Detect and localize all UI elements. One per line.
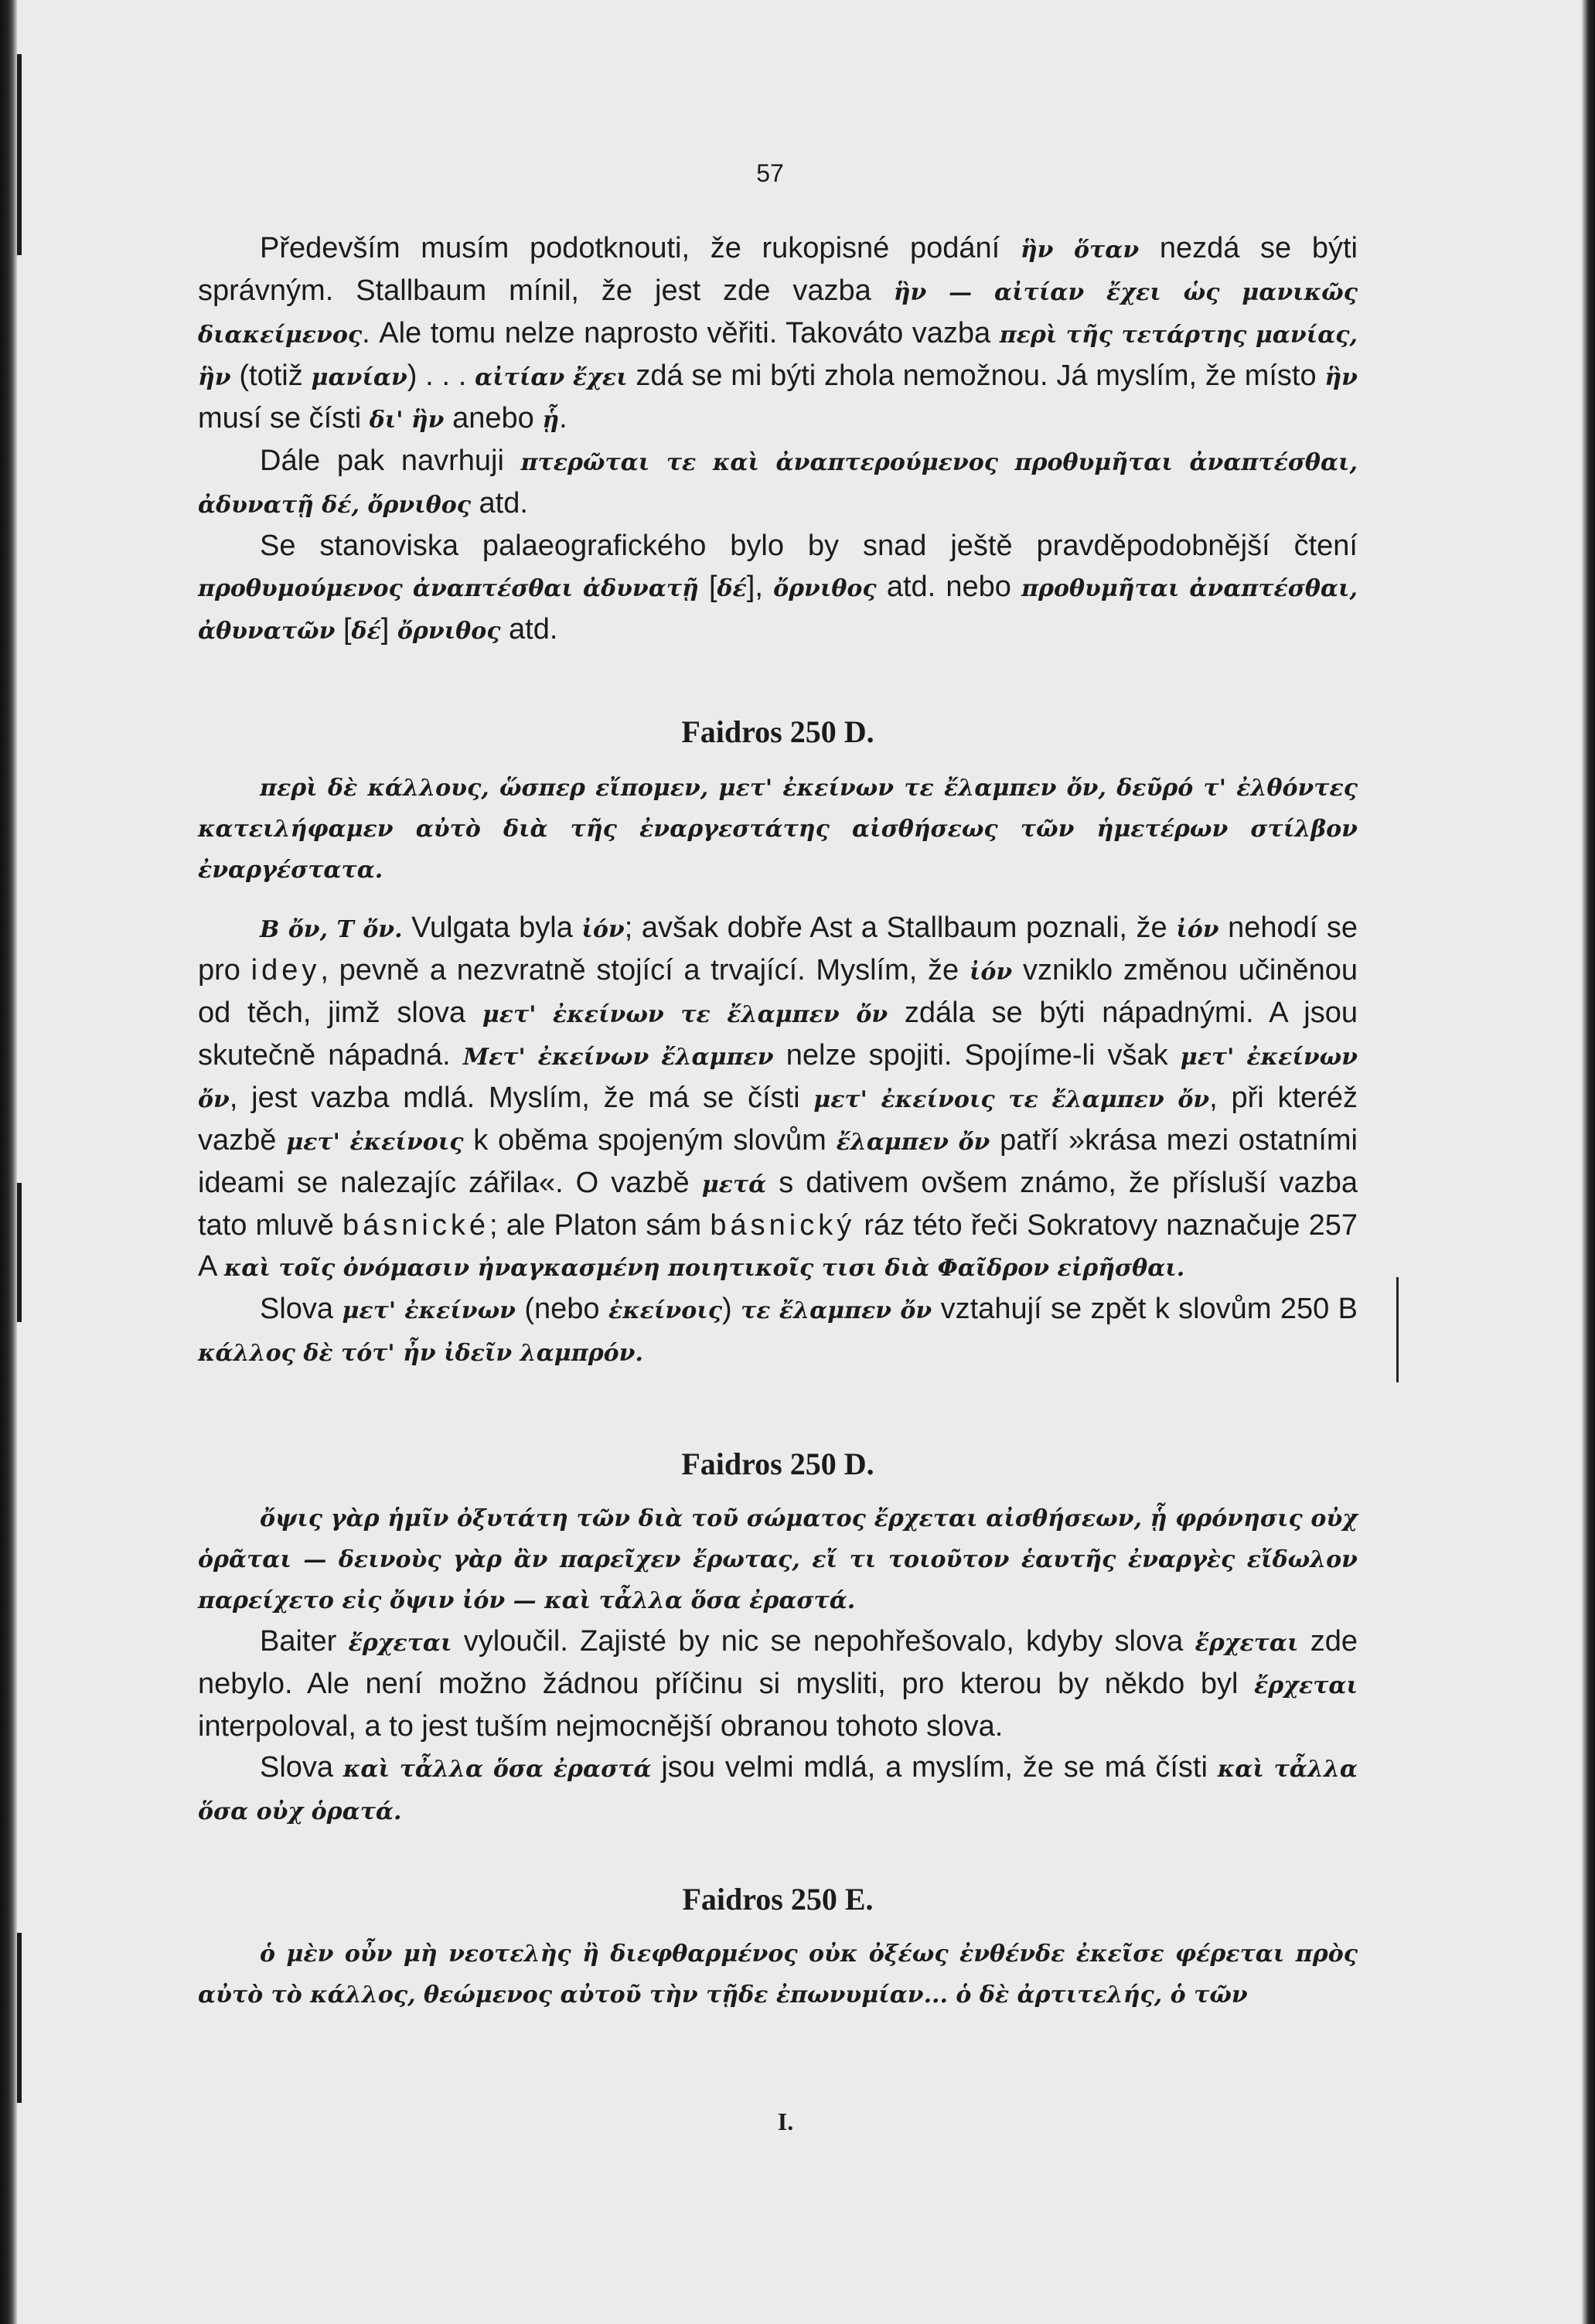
text-run: ; ale Platon sám [489, 1209, 711, 1242]
text-run: Především musím podotknouti, že rukopisné podání [260, 232, 1021, 264]
paragraph [198, 1621, 1358, 1747]
text-run: s dativem ovšem známo, že přísluší vazba tato mluvě [198, 1167, 1358, 1242]
text-run: k oběma spojeným slovům [463, 1124, 837, 1157]
greek-text: ἣν [1324, 364, 1358, 391]
text-run: atd. [500, 613, 558, 646]
greek-text: καὶ τοῖς ὀνόμασιν ἠναγκασμένη ποιητικοῖς τισι διὰ Φαῖδρον εἰρῆσθαι. [223, 1255, 1185, 1282]
greek-text: ἔρχεται [348, 1630, 452, 1657]
greek-text: ᾗ [542, 407, 560, 434]
text-run: atd. nebo [876, 571, 1022, 603]
greek-text: ἔρχεται [1195, 1630, 1299, 1657]
greek-quote: ὁ μὲν οὖν μὴ νεοτελὴς ἢ διεφθαρμένος οὐκ ὀξέως ἐνθένδε ἐκεῖσε φέρεται πρὸς αὐτὸ τὸ κάλλος, θεώμενος αὐτοῦ τὴν τῇδε ἐπωνυμίαν... ὁ δὲ ἀρτιτελής, ὁ τῶν [198, 1941, 1358, 2009]
page-number: 57 [756, 159, 784, 187]
text-run: [ [698, 571, 717, 603]
text-run: patří »krása mezi ostatními ideami se nalezajíc zářila«. O vazbě [198, 1124, 1358, 1199]
signature-mark: I. [777, 2108, 794, 2135]
text-run: zdála se býti nápadnými. A jsou skutečně nápadná. [198, 997, 1358, 1072]
greek-text: μανίαν [311, 364, 407, 391]
greek-text: τε ἔλαμπεν ὄν [741, 1297, 932, 1324]
text-run: ) [722, 1293, 741, 1325]
text-run: Slova [260, 1751, 343, 1784]
text-run: (totiž [230, 360, 312, 392]
section-heading: Faidros 250 D. [681, 714, 874, 749]
page-body [198, 228, 1358, 2016]
greek-text: καὶ τἆλλα ὅσα οὐχ ὁρατά. [198, 1756, 1358, 1825]
text-run: (nebo [515, 1293, 608, 1325]
text-run: vzniklo změnou učiněnou od těch, jimž slova [198, 954, 1358, 1029]
greek-text: δέ [717, 575, 747, 602]
text-run: nehodí se pro [198, 912, 1358, 987]
text-run: jsou velmi mdlá, a myslím, že se má čísti [651, 1751, 1218, 1784]
text-run: ráz této řeči Sokratovy naznačuje 257 A [198, 1209, 1358, 1283]
text-run: Baiter [260, 1625, 349, 1658]
greek-text: δέ [351, 618, 381, 645]
greek-text: ἰόν [1176, 916, 1219, 943]
text-run: . Ale tomu nelze naprosto věřiti. Takováto vazba [362, 317, 1000, 349]
text-run: zdá se mi býti zhola nemožnou. Já myslím, že místo [627, 360, 1325, 392]
section-heading: Faidros 250 E. [682, 1882, 874, 1917]
greek-text: καὶ τἆλλα ὅσα ἐραστά [343, 1756, 652, 1783]
scan-binding-mark [17, 1183, 22, 1322]
greek-text: μετά [701, 1171, 767, 1198]
paragraph [198, 1747, 1358, 1832]
spaced-emphasis: idey [250, 954, 321, 987]
paragraph [198, 908, 1358, 1289]
greek-text: ἔλαμπεν ὄν [836, 1129, 990, 1156]
greek-text: μετ' ἐκείνων ὄν [198, 1044, 1358, 1113]
text-run: anebo [444, 402, 543, 434]
text-run: Vulgata byla [402, 912, 582, 944]
text-run: , pevně a nezvratně stojící a trvající. Myslím, že [320, 954, 970, 987]
text-run: interpoloval, a to jest tuším nejmocnější obranou tohoto slova. [198, 1710, 1004, 1743]
paragraph [198, 526, 1358, 652]
greek-text: ὄρνιθος [773, 575, 877, 602]
greek-text: Μετ' ἐκείνων ἔλαμπεν [462, 1044, 774, 1071]
greek-quote: ὄψις γὰρ ἡμῖν ὀξυτάτη τῶν διὰ τοῦ σώματος ἔρχεται αἰσθήσεων, ᾗ φρόνησις οὐχ ὁρᾶται — δεινοὺς γὰρ ἂν παρεῖχεν ἔρωτας, εἴ τι τοιοῦτον ἑαυτῆς ἐναργὲς εἴδωλον παρείχετο εἰς ὄψιν ἰόν — καὶ τἆλλα ὅσα ἐραστά. [198, 1505, 1358, 1614]
greek-text: μετ' ἐκείνοις τε ἔλαμπεν ὄν [813, 1086, 1210, 1113]
greek-quote: περὶ δὲ κάλλους, ὥσπερ εἴπομεν, μετ' ἐκείνων τε ἔλαμπεν ὄν, δεῦρό τ' ἐλθόντες κατειλήφαμεν αὐτὸ διὰ τῆς ἐναργεστάτης αἰσθήσεως τῶν ἡμετέρων στίλβον ἐναργέστατα. [198, 775, 1358, 884]
text-run: vyloučil. Zajisté by nic se nepohřešovalo, kdyby slova [452, 1625, 1195, 1658]
text-run: Dále pak navrhuji [260, 445, 521, 477]
paragraph [198, 228, 1358, 441]
margin-line [1396, 1277, 1399, 1382]
greek-text: ὄρνιθος [397, 618, 501, 645]
greek-text: ἐκείνοις [608, 1297, 723, 1324]
scan-right-edge [1581, 0, 1595, 2324]
text-run: nelze spojiti. Spojíme-li však [773, 1039, 1181, 1072]
text-run: ) . . . [407, 360, 475, 392]
greek-text: περὶ τῆς τετάρτης μανίας, ἣν [198, 322, 1358, 391]
text-run: . [559, 402, 567, 434]
text-run: musí se čísti [198, 402, 370, 434]
text-run: ] [380, 613, 397, 646]
greek-text: προθυμούμενος ἀναπτέσθαι ἀδυνατῇ [198, 575, 699, 602]
greek-text: αἰτίαν ἔχει [475, 364, 628, 391]
greek-text: πτερῶται τε καὶ ἀναπτερούμενος προθυμῆται ἀναπτέσθαι, ἀδυνατῇ δέ, ὄρνιθος [198, 449, 1358, 519]
greek-text: δι' ἣν [369, 407, 445, 434]
text-run: , při kteréž vazbě [198, 1082, 1358, 1157]
scan-left-edge [0, 0, 17, 2324]
paragraph [198, 441, 1358, 526]
spaced-emphasis: básnické [343, 1209, 489, 1242]
text-run: zde nebylo. Ale není možno žádnou příčinu si mysliti, pro kterou by někdo byl [198, 1625, 1358, 1700]
greek-text: B ὄν, T ὄν. [260, 916, 403, 943]
scan-binding-mark [17, 1933, 22, 2103]
greek-text: μετ' ἐκείνων τε ἔλαμπεν ὄν [482, 1001, 888, 1028]
spaced-emphasis: básnický [710, 1209, 856, 1242]
text-run: ], [746, 571, 774, 603]
text-run: vztahují se zpět k slovům 250 B [932, 1293, 1358, 1325]
greek-text: μετ' ἐκείνων [342, 1297, 516, 1324]
scan-binding-mark [17, 54, 22, 255]
text-run: Se stanoviska palaeografického bylo by snad ještě pravděpodobnější čtení [260, 530, 1358, 562]
paragraph [198, 1289, 1358, 1374]
greek-text: προθυμῆται ἀναπτέσθαι, ἀθυνατῶν [198, 575, 1358, 645]
greek-text: κάλλος δὲ τότ' ἦν ἰδεῖν λαμπρόν. [198, 1340, 643, 1367]
text-run: [ [335, 613, 352, 646]
text-run: atd. [470, 487, 528, 520]
greek-text: ἣν — αἰτίαν ἔχει ὡς μανικῶς διακείμενος [198, 279, 1358, 349]
greek-text: ἔρχεται [1254, 1672, 1358, 1699]
text-run: , jest vazba mdlá. Myslím, že má se čísti [229, 1082, 814, 1114]
greek-text: ἰόν [969, 959, 1013, 986]
text-run: nezdá se býti správným. Stallbaum mínil, že jest zde vazba [198, 232, 1358, 307]
greek-text: μετ' ἐκείνοις [286, 1129, 464, 1156]
greek-text: ἰόν [581, 916, 625, 943]
section-heading: Faidros 250 D. [681, 1447, 874, 1481]
text-run: Slova [260, 1293, 343, 1325]
text-run: ; avšak dobře Ast a Stallbaum poznali, že [624, 912, 1177, 944]
greek-text: ἣν ὅταν [1020, 237, 1140, 264]
